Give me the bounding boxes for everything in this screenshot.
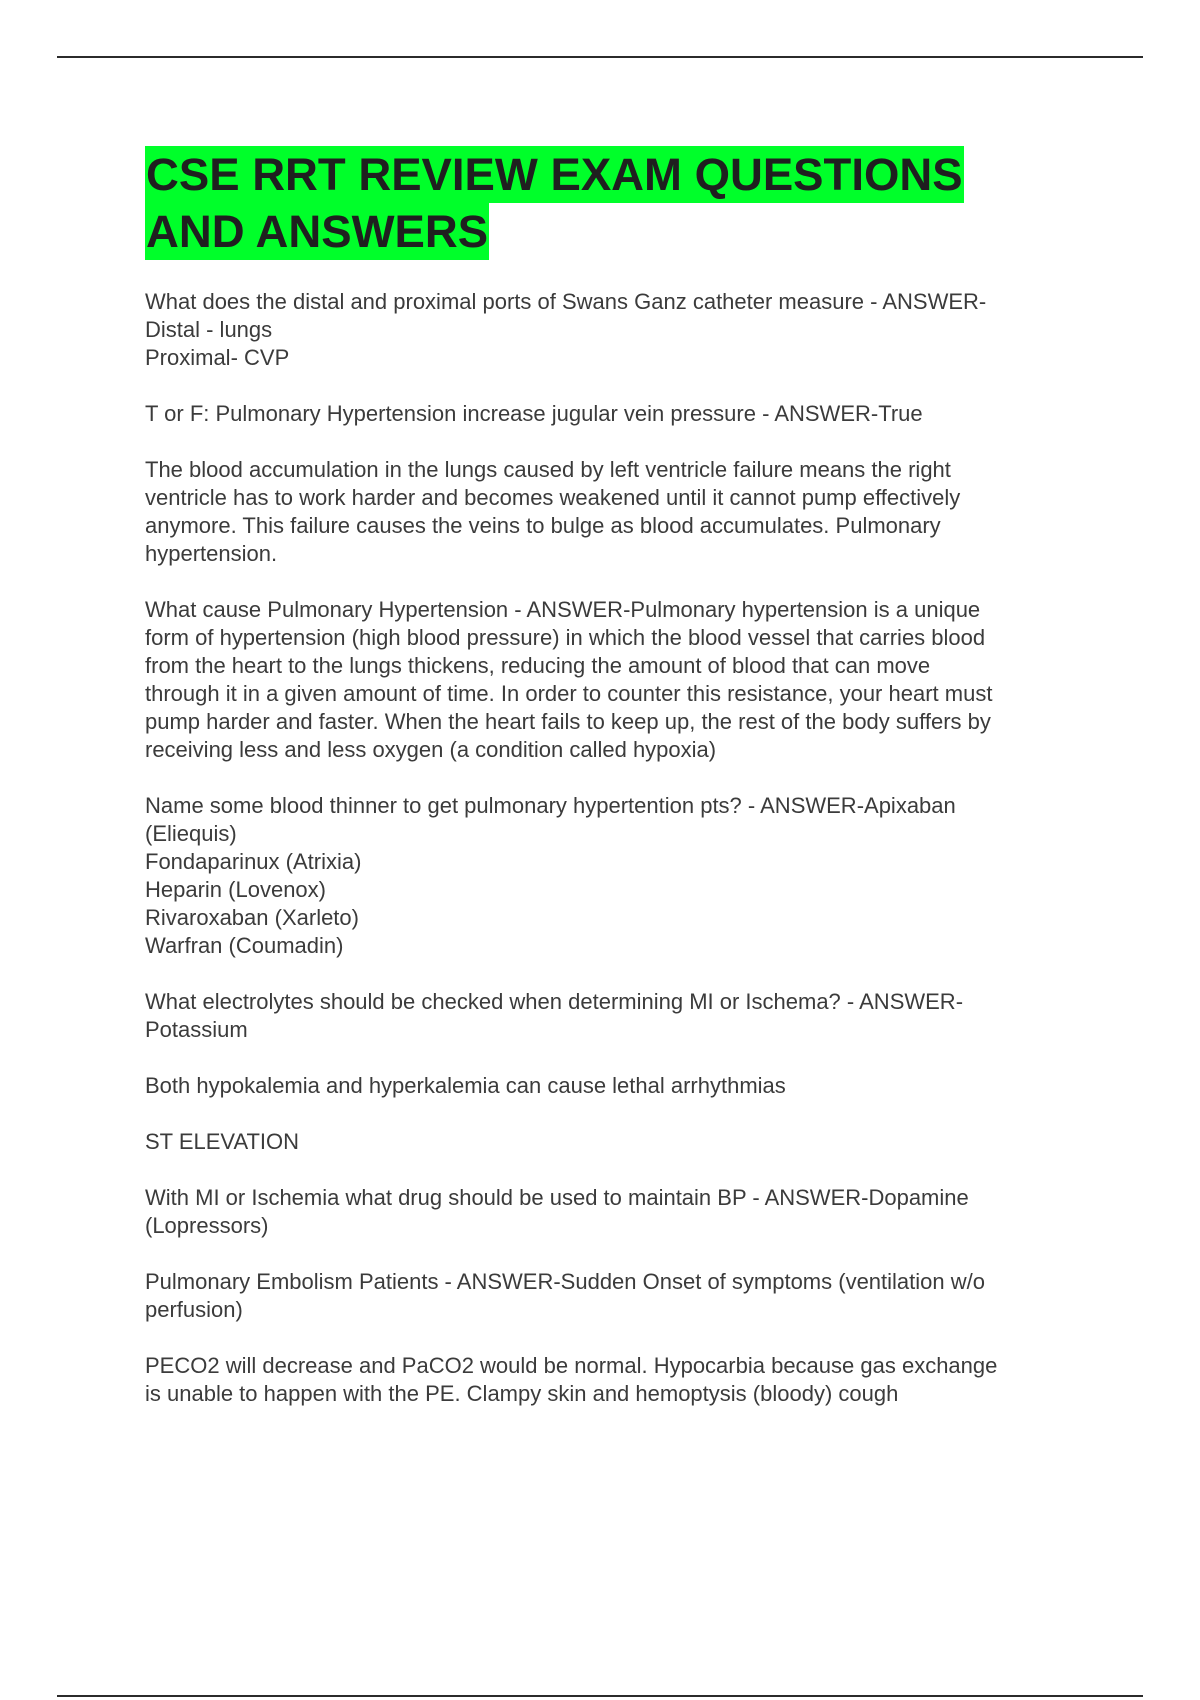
document-title (145, 146, 1090, 260)
qa-paragraph: Pulmonary Embolism Patients - ANSWER-Sudden Onset of symptoms (ventilation w/o perfusion) (145, 1269, 985, 1322)
qa-paragraph: The blood accumulation in the lungs caused by left ventricle failure means the right ventricle has to work harder and becomes weakened until it cannot pump effectively anymore. This failure causes the veins to bulge as blood accumulates. Pulmonary hypertension. (145, 457, 961, 566)
qa-paragraph: What cause Pulmonary Hypertension - ANSWER-Pulmonary hypertension is a unique form of hypertension (high blood pressure) in which the blood vessel that carries blood from the heart to the lungs thickens, reducing the amount of blood that can move through it in a given amount of time. In order to counter this resistance, your heart must pump harder and faster. When the heart fails to keep up, the rest of the body suffers by receiving less and less oxygen (a condition called hypoxia) (145, 597, 993, 762)
qa-paragraph: ST ELEVATION (145, 1129, 300, 1154)
title-line: AND ANSWERS (145, 203, 489, 260)
qa-paragraph: PECO2 will decrease and PaCO2 would be normal. Hypocarbia because gas exchange is unable to happen with the PE. Clampy skin and hemoptysis (bloody) cough (145, 1353, 998, 1406)
qa-paragraph: What electrolytes should be checked when determining MI or Ischema? - ANSWER- Potassium (145, 989, 964, 1042)
qa-paragraph: Both hypokalemia and hyperkalemia can cause lethal arrhythmias (145, 1073, 786, 1098)
document-body (145, 146, 1090, 1436)
qa-paragraph: What does the distal and proximal ports of Swans Ganz catheter measure - ANSWER- Distal - lungs Proximal- CVP (145, 289, 987, 370)
footer-rule (57, 1695, 1143, 1697)
qa-paragraph: T or F: Pulmonary Hypertension increase jugular vein pressure - ANSWER-True (145, 401, 923, 426)
qa-paragraph: Name some blood thinner to get pulmonary hypertention pts? - ANSWER-Apixaban (Eliequis) Fondaparinux (Atrixia) Heparin (Lovenox) Rivaroxaban (Xarleto) Warfran (Coumadin) (145, 793, 956, 958)
title-line: CSE RRT REVIEW EXAM QUESTIONS (145, 146, 964, 203)
header-rule (57, 56, 1143, 58)
qa-paragraph: With MI or Ischemia what drug should be used to maintain BP - ANSWER-Dopamine (Lopressors) (145, 1185, 969, 1238)
